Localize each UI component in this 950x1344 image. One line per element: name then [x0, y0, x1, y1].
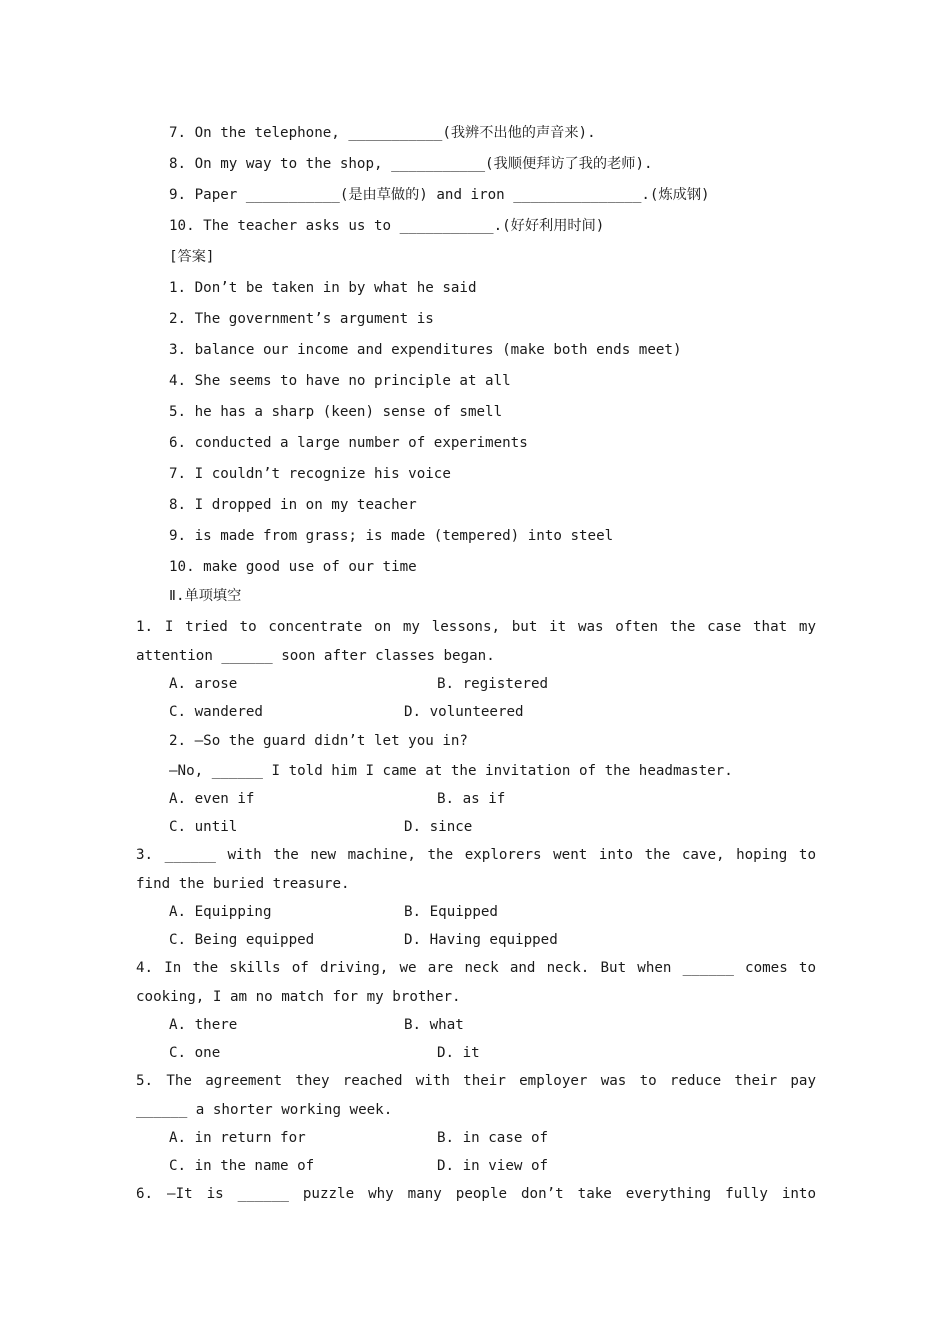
question-3-option-c: C. Being equipped: [169, 932, 315, 948]
answer-8: 8. I dropped in on my teacher: [169, 497, 417, 513]
question-4-option-d: D. it: [437, 1045, 480, 1061]
question-2-option-c: C. until: [169, 819, 238, 835]
question-1-option-c: C. wandered: [169, 704, 263, 720]
question-5-stem: 5. The agreement they reached with their employer was to reduce their pay: [136, 1073, 816, 1089]
question-2-option-d: D. since: [404, 819, 473, 835]
answer-4: 4. She seems to have no principle at all: [169, 373, 511, 389]
answer-6: 6. conducted a large number of experiments: [169, 435, 528, 451]
answer-5: 5. he has a sharp (keen) sense of smell: [169, 404, 503, 420]
question-4-stem: 4. In the skills of driving, we are neck and neck. But when ______ comes to: [136, 960, 816, 976]
question-1-option-b: B. registered: [437, 676, 549, 692]
answer-3: 3. balance our income and expenditures (make both ends meet): [169, 342, 682, 358]
question-4-option-a: A. there: [169, 1017, 238, 1033]
question-5-option-d: D. in view of: [437, 1158, 549, 1174]
question-3-stem-cont: find the buried treasure.: [136, 876, 350, 892]
translation-item-8: 8. On my way to the shop, ___________(我顺便拜访了我的老师).: [169, 156, 653, 172]
answer-heading: [答案]: [169, 249, 215, 265]
question-3-option-a: A. Equipping: [169, 904, 272, 920]
question-1-option-a: A. arose: [169, 676, 238, 692]
question-2-option-b: B. as if: [437, 791, 506, 807]
question-2-option-a: A. even if: [169, 791, 255, 807]
question-3-option-d: D. Having equipped: [404, 932, 558, 948]
question-1-stem: 1. I tried to concentrate on my lessons, but it was often the case that my: [136, 619, 816, 635]
question-4-option-c: C. one: [169, 1045, 221, 1061]
answer-10: 10. make good use of our time: [169, 559, 417, 575]
question-1-stem-cont: attention ______ soon after classes began.: [136, 648, 495, 664]
answer-9: 9. is made from grass; is made (tempered) into steel: [169, 528, 614, 544]
question-5-option-a: A. in return for: [169, 1130, 306, 1146]
question-1-option-d: D. volunteered: [404, 704, 524, 720]
question-4-option-b: B. what: [404, 1017, 464, 1033]
translation-item-7: 7. On the telephone, ___________(我辨不出他的声音来).: [169, 125, 596, 141]
translation-item-9: 9. Paper ___________(是由草做的) and iron _______________.(炼成钢): [169, 187, 710, 203]
question-4-stem-cont: cooking, I am no match for my brother.: [136, 989, 461, 1005]
question-3-option-b: B. Equipped: [404, 904, 498, 920]
answer-1: 1. Don’t be taken in by what he said: [169, 280, 477, 296]
section-heading: Ⅱ.单项填空: [169, 588, 242, 604]
question-2-stem: 2. —So the guard didn’t let you in?: [169, 733, 468, 749]
question-6-stem: 6. —It is ______ puzzle why many people don’t take everything fully into: [136, 1186, 816, 1202]
answer-2: 2. The government’s argument is: [169, 311, 434, 327]
answer-7: 7. I couldn’t recognize his voice: [169, 466, 451, 482]
question-5-stem-cont: ______ a shorter working week.: [136, 1102, 393, 1118]
question-5-option-c: C. in the name of: [169, 1158, 315, 1174]
question-3-stem: 3. ______ with the new machine, the explorers went into the cave, hoping to: [136, 847, 816, 863]
question-5-option-b: B. in case of: [437, 1130, 549, 1146]
question-2-stem-cont: —No, ______ I told him I came at the invitation of the headmaster.: [169, 763, 733, 779]
translation-item-10: 10. The teacher asks us to ___________.(好好利用时间): [169, 218, 605, 234]
